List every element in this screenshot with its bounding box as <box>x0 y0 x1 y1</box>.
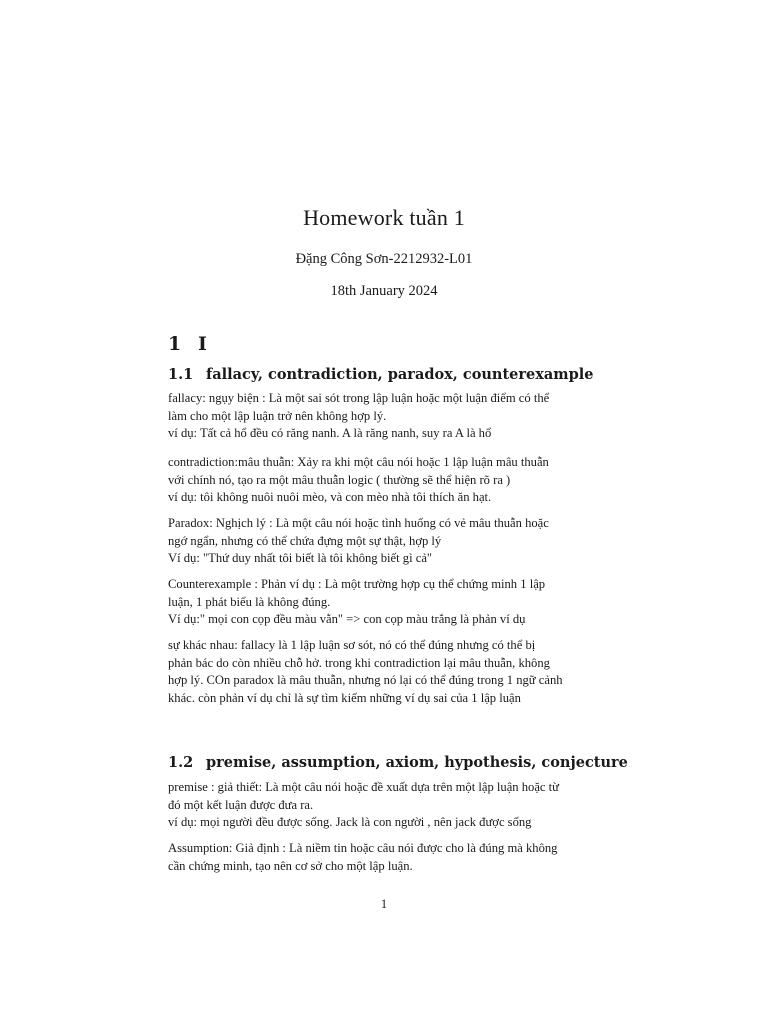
text-line: contradiction:mâu thuẫn: Xảy ra khi một câu nói hoặc 1 lập luận mâu thuẫn <box>168 455 549 469</box>
paragraph-paradox <box>168 515 604 568</box>
text-line: cần chứng minh, tạo nên cơ sở cho một lập luận. <box>168 858 413 873</box>
text-line: Counterexample : Phản ví dụ : Là một trường hợp cụ thể chứng minh 1 lập <box>168 577 546 591</box>
text-line: đó một kết luận được đưa ra. <box>168 797 314 812</box>
text-line: sự khác nhau: fallacy là 1 lập luận sơ sót, nó có thể đúng nhưng có thể bị <box>168 638 536 652</box>
document-author: Đặng Công Sơn-2212932-L01 <box>295 251 473 267</box>
text-line: với chính nó, tạo ra một mâu thuẫn logic ( thường sẽ thể hiện rõ ra ) <box>168 472 511 487</box>
text-line: khác. còn phản ví dụ chỉ là sự tìm kiếm những ví dụ sai của 1 lập luận <box>168 690 521 705</box>
paragraph-assumption <box>168 840 604 875</box>
paragraph-differences <box>168 637 604 707</box>
text-line: premise : giả thiết: Là một câu nói hoặc đề xuất dựa trên một lập luận hoặc từ <box>168 780 559 794</box>
text-line: Ví dụ:" mọi con cọp đều màu vằn" => con cọp màu trắng là phản ví dụ <box>168 612 526 626</box>
text-line: fallacy: ngụy biện : Là một sai sót trong lập luận hoặc một luận điểm có thể <box>168 391 550 405</box>
section-number: 1 <box>168 333 182 355</box>
paragraph-premise <box>168 779 604 832</box>
paragraph-contradiction <box>168 454 604 507</box>
text-line: hợp lý. COn paradox là mâu thuẫn, nhưng nó lại có thể đúng trong 1 ngữ cảnh <box>168 673 563 687</box>
page-number: 1 <box>380 897 388 911</box>
subsection-number: 1.2 <box>168 754 194 771</box>
text-line: ví dụ: tôi không nuôi nuôi mèo, và con mèo nhà tôi thích ăn hạt. <box>168 490 492 504</box>
document-date: 18th January 2024 <box>330 283 438 299</box>
text-line: ngớ ngẩn, nhưng có thể chứa đựng một sự thật, hợp lý <box>168 533 442 548</box>
text-line: Paradox: Nghịch lý : Là một câu nói hoặc tình huống có vẻ mâu thuẫn hoặc <box>168 516 549 530</box>
text-line: Ví dụ: "Thứ duy nhất tôi biết là tôi không biết gì cả" <box>168 551 433 565</box>
subsection-number: 1.1 <box>168 366 194 383</box>
section-title: I <box>198 333 207 355</box>
subsection-heading <box>168 366 594 383</box>
section-heading <box>168 333 207 355</box>
subsection-heading <box>168 754 628 771</box>
text-line: làm cho một lập luận trở nên không hợp lý. <box>168 408 387 423</box>
text-line: ví dụ: Tất cả hổ đều có răng nanh. A là răng nanh, suy ra A là hổ <box>168 426 492 440</box>
subsection-title: fallacy, contradiction, paradox, counterexample <box>206 366 594 383</box>
paragraph-counterexample <box>168 576 604 629</box>
subsection-title: premise, assumption, axiom, hypothesis, conjecture <box>206 754 628 771</box>
text-line: ví dụ: mọi người đều được sống. Jack là con người , nên jack được sống <box>168 815 532 829</box>
text-line: phản bác do còn nhiều chỗ hở. trong khi contradiction lại mâu thuẫn, không <box>168 655 550 670</box>
paragraph-fallacy <box>168 390 604 443</box>
text-line: Assumption: Giả định : Là niềm tin hoặc câu nói được cho là đúng mà không <box>168 841 558 855</box>
document-title: Homework tuần 1 <box>303 205 465 230</box>
text-line: luận, 1 phát biểu là không đúng. <box>168 594 331 609</box>
